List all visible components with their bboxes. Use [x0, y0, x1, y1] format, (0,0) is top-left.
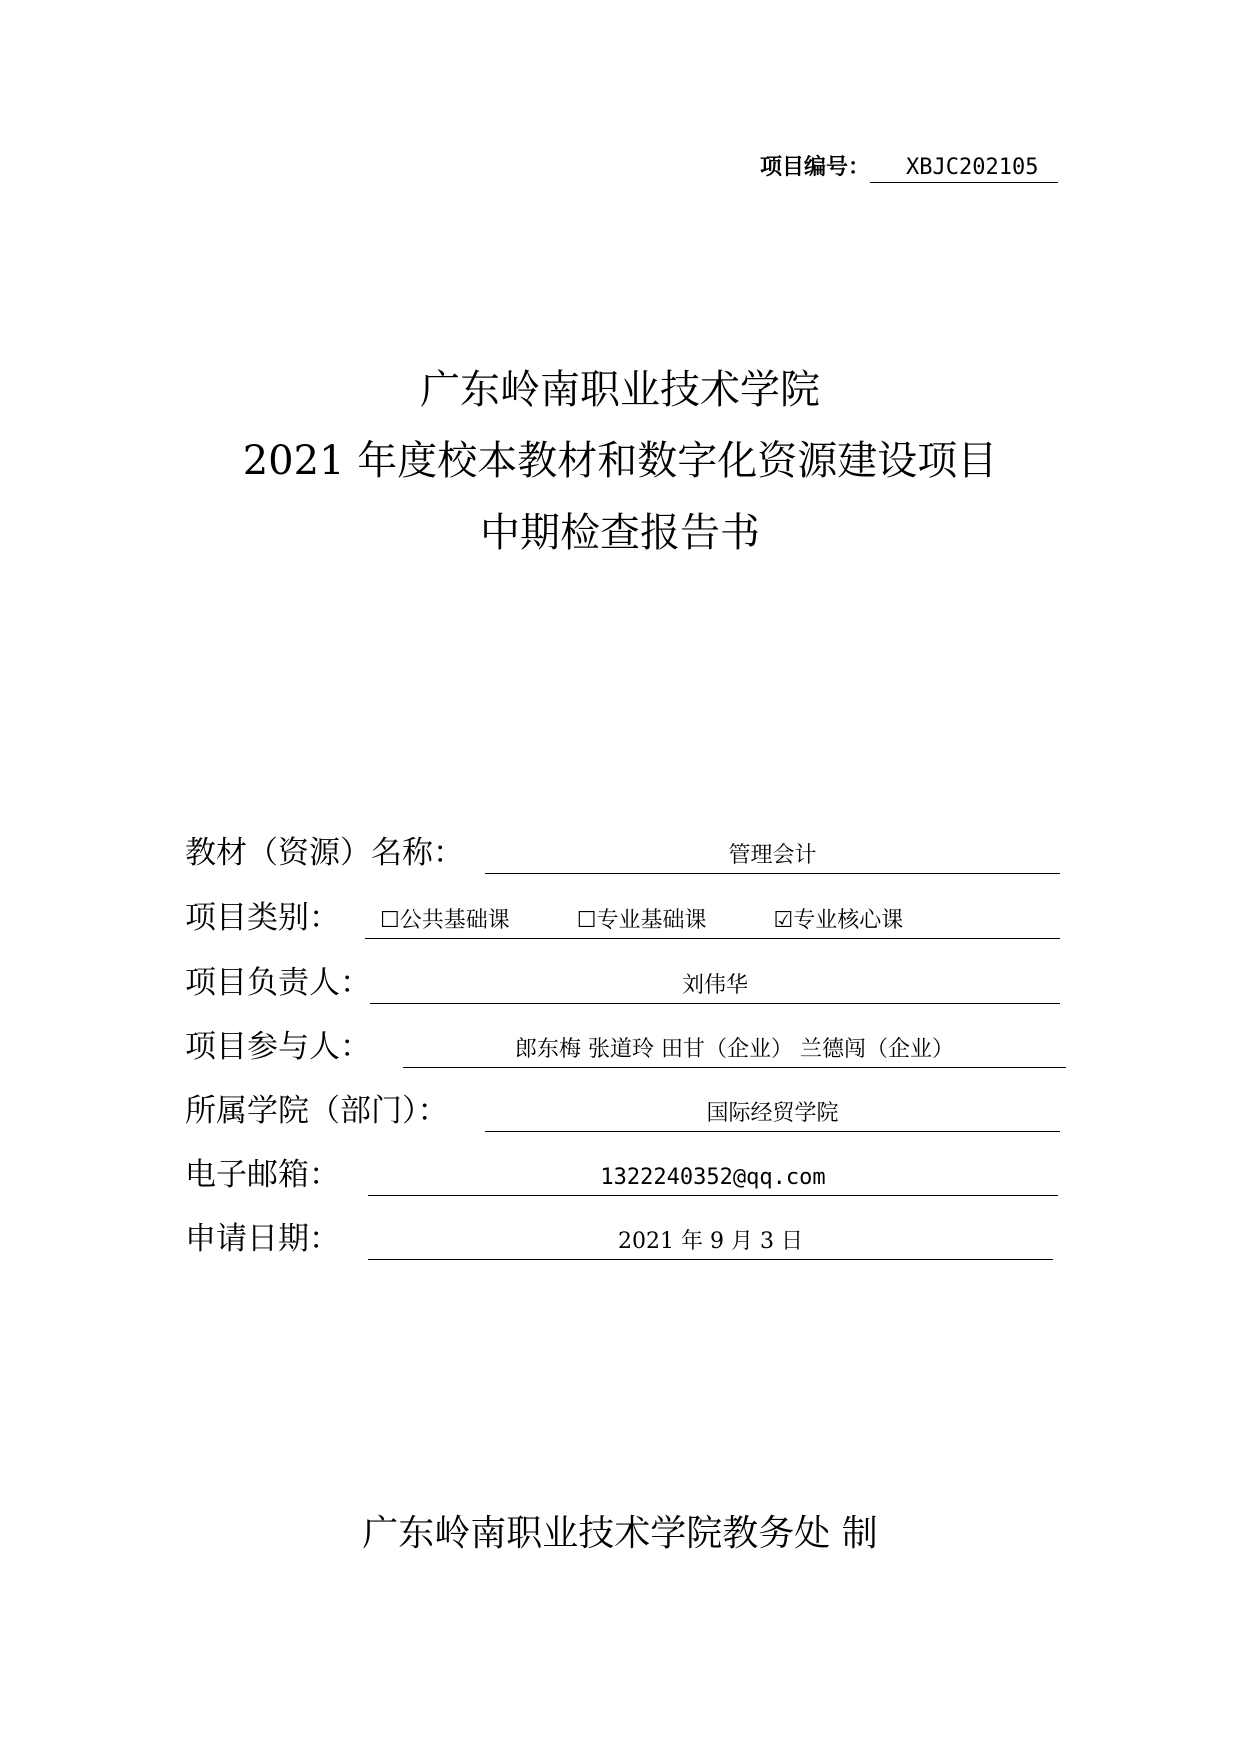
email-label: 电子邮箱： — [185, 1157, 340, 1193]
checkbox-unchecked-icon[interactable]: ☐ — [380, 908, 400, 933]
title-line-2: 2021 年度校本教材和数字化资源建设项目 — [242, 438, 998, 484]
category-label: 项目类别： — [185, 900, 340, 936]
option-label: 公共基础课 — [399, 908, 510, 933]
checkbox-unchecked-icon[interactable]: ☐ — [576, 908, 597, 933]
date-label: 申请日期： — [185, 1221, 340, 1257]
name-field: 管理会计 — [485, 839, 1060, 874]
category-option-core[interactable] — [774, 904, 904, 938]
project-number — [760, 150, 1058, 183]
checkbox-checked-icon[interactable]: ☑ — [773, 908, 794, 933]
leader-field: 刘伟华 — [370, 969, 1060, 1004]
title-line-3: 中期检查报告书 — [480, 510, 760, 556]
leader-label: 项目负责人： — [185, 965, 371, 1001]
category-option-public[interactable] — [380, 904, 510, 938]
title-line-1: 广东岭南职业技术学院 — [420, 367, 820, 413]
name-label: 教材（资源）名称： — [185, 835, 464, 871]
date-field: 2021 年 9 月 3 日 — [368, 1225, 1053, 1260]
participants-field: 郎东梅 张道玲 田甘（企业） 兰德闯（企业） — [403, 1033, 1066, 1068]
project-number-value: XBJC202105 — [870, 154, 1058, 183]
category-field — [365, 904, 1060, 939]
college-label: 所属学院（部门）： — [185, 1093, 449, 1129]
category-option-basic[interactable] — [577, 904, 707, 938]
footer-issuer: 广东岭南职业技术学院教务处 制 — [362, 1513, 878, 1554]
option-label: 专业核心课 — [793, 908, 904, 933]
project-number-label: 项目编号： — [760, 155, 871, 180]
option-label: 专业基础课 — [596, 908, 707, 933]
participants-label: 项目参与人： — [185, 1029, 371, 1065]
college-field: 国际经贸学院 — [485, 1097, 1060, 1132]
email-field: 1322240352@qq.com — [368, 1161, 1058, 1196]
